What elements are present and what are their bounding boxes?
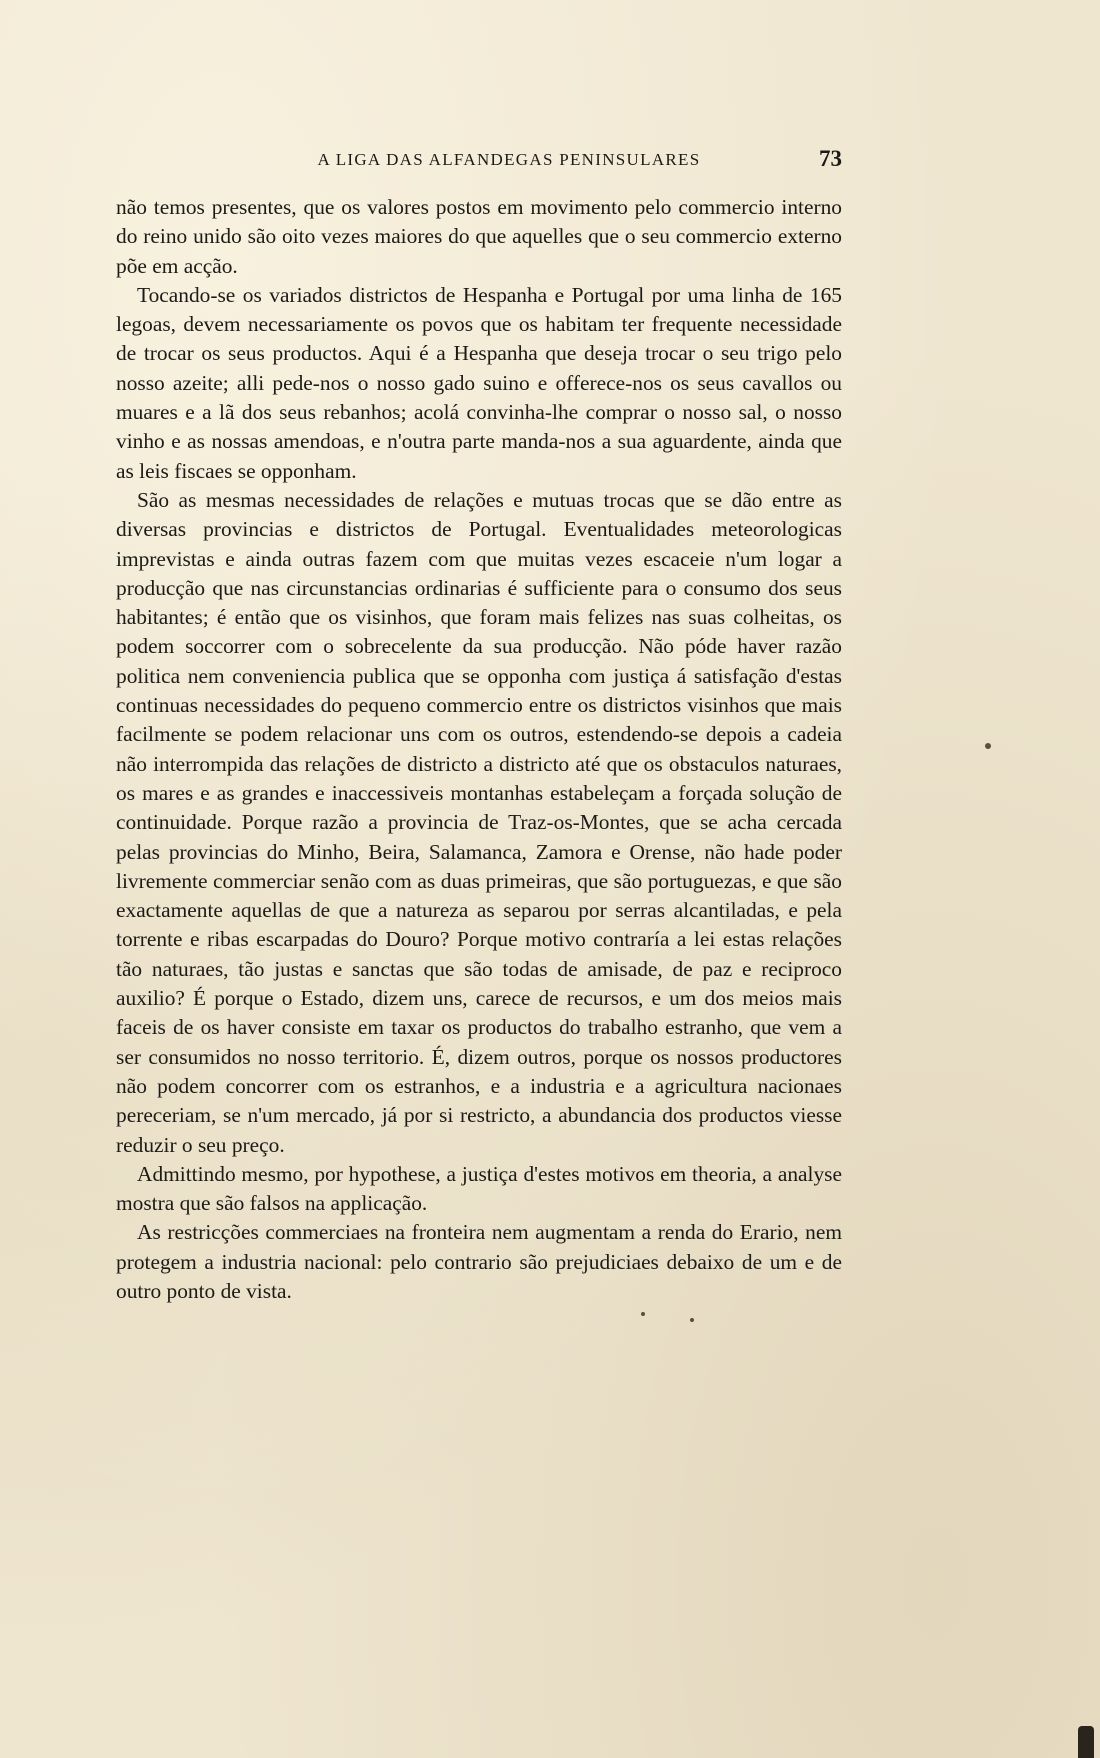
paragraph-4: Admittindo mesmo, por hypothese, a justiça d'estes motivos em theoria, a analyse mostra que são falsos na applicação.: [116, 1161, 842, 1216]
running-head: [116, 146, 842, 176]
paragraph-2: Tocando-se os variados districtos de Hespanha e Portugal por uma linha de 165 legoas, devem necessariamente os povos que os habitam ter frequente necessidade de trocar os seus productos. Aqui é a Hespanha que deseja trocar o seu trigo pelo nosso azeite; alli pede-nos o nosso gado suino e offerece-nos os seus cavallos ou muares e a lã dos seus rebanhos; acolá convinha-lhe comprar o nosso sal, o nosso vinho e as nossas amendoas, e n'outra parte manda-nos a sua aguardente, ainda que as leis fiscaes se opponham.: [116, 282, 842, 483]
body-text: [116, 193, 842, 1306]
ink-speck: [641, 1312, 645, 1316]
ink-speck: [985, 743, 991, 749]
page-number: 73: [819, 146, 842, 171]
ink-speck: [690, 1318, 694, 1322]
paragraph-1: não temos presentes, que os valores postos em movimento pelo commercio interno do reino unido são oito vezes maiores do que aquelles que o seu commercio externo põe em acção.: [116, 195, 842, 278]
running-title: A LIGA DAS ALFANDEGAS PENINSULARES: [317, 150, 701, 169]
paragraph-5: As restricções commerciaes na fronteira nem augmentam a renda do Erario, nem protegem a industria nacional: pelo contrario são prejudiciaes debaixo de um e de outro ponto de vista.: [116, 1220, 842, 1303]
paragraph-3: São as mesmas necessidades de relações e mutuas trocas que se dão entre as diversas provincias e districtos de Portugal. Eventualidades meteorologicas imprevistas e ainda outras fazem com que muitas vezes escaceie n'um logar a producção que nas circunstancias ordinarias é sufficiente para o consumo dos seus habitantes; é então que os visinhos, que foram mais felizes nas suas colheitas, os podem soccorrer com o sobrecelente da sua producção. Não póde haver razão politica nem conveniencia publica que se opponha com justiça á satisfação d'estas continuas necessidades do pequeno commercio entre os districtos visinhos que mais facilmente se podem relacionar uns com os outros, estendendo-se depois a cadeia não interrompida das relações de districto a districto até que os obstaculos naturaes, os mares e as grandes e inaccessiveis montanhas estabeleçam a forçada solução de continuidade. Porque razão a provincia de Traz-os-Montes, que se acha cercada pelas provincias do Minho, Beira, Salamanca, Zamora e Orense, não hade poder livremente commerciar senão com as duas primeiras, que são portuguezas, e que são exactamente aquellas de que a natureza as separou por serras alcantiladas, e pela torrente e ribas escarpadas do Douro? Porque motivo contraría a lei estas relações tão naturaes, tão justas e sanctas que são todas de amisade, de paz e reciproco auxilio? É porque o Estado, dizem uns, carece de recursos, e um dos meios mais faceis de os haver consiste em taxar os productos do trabalho estranho, que vem a ser consumidos no nosso territorio. É, dizem outros, porque os nossos productores não podem concorrer com os estranhos, e a industria e a agricultura nacionaes pereceriam, se n'um mercado, já por si restricto, a abundancia dos productos viesse reduzir o seu preço.: [116, 487, 842, 1157]
corner-ink-mark: [1078, 1726, 1094, 1758]
